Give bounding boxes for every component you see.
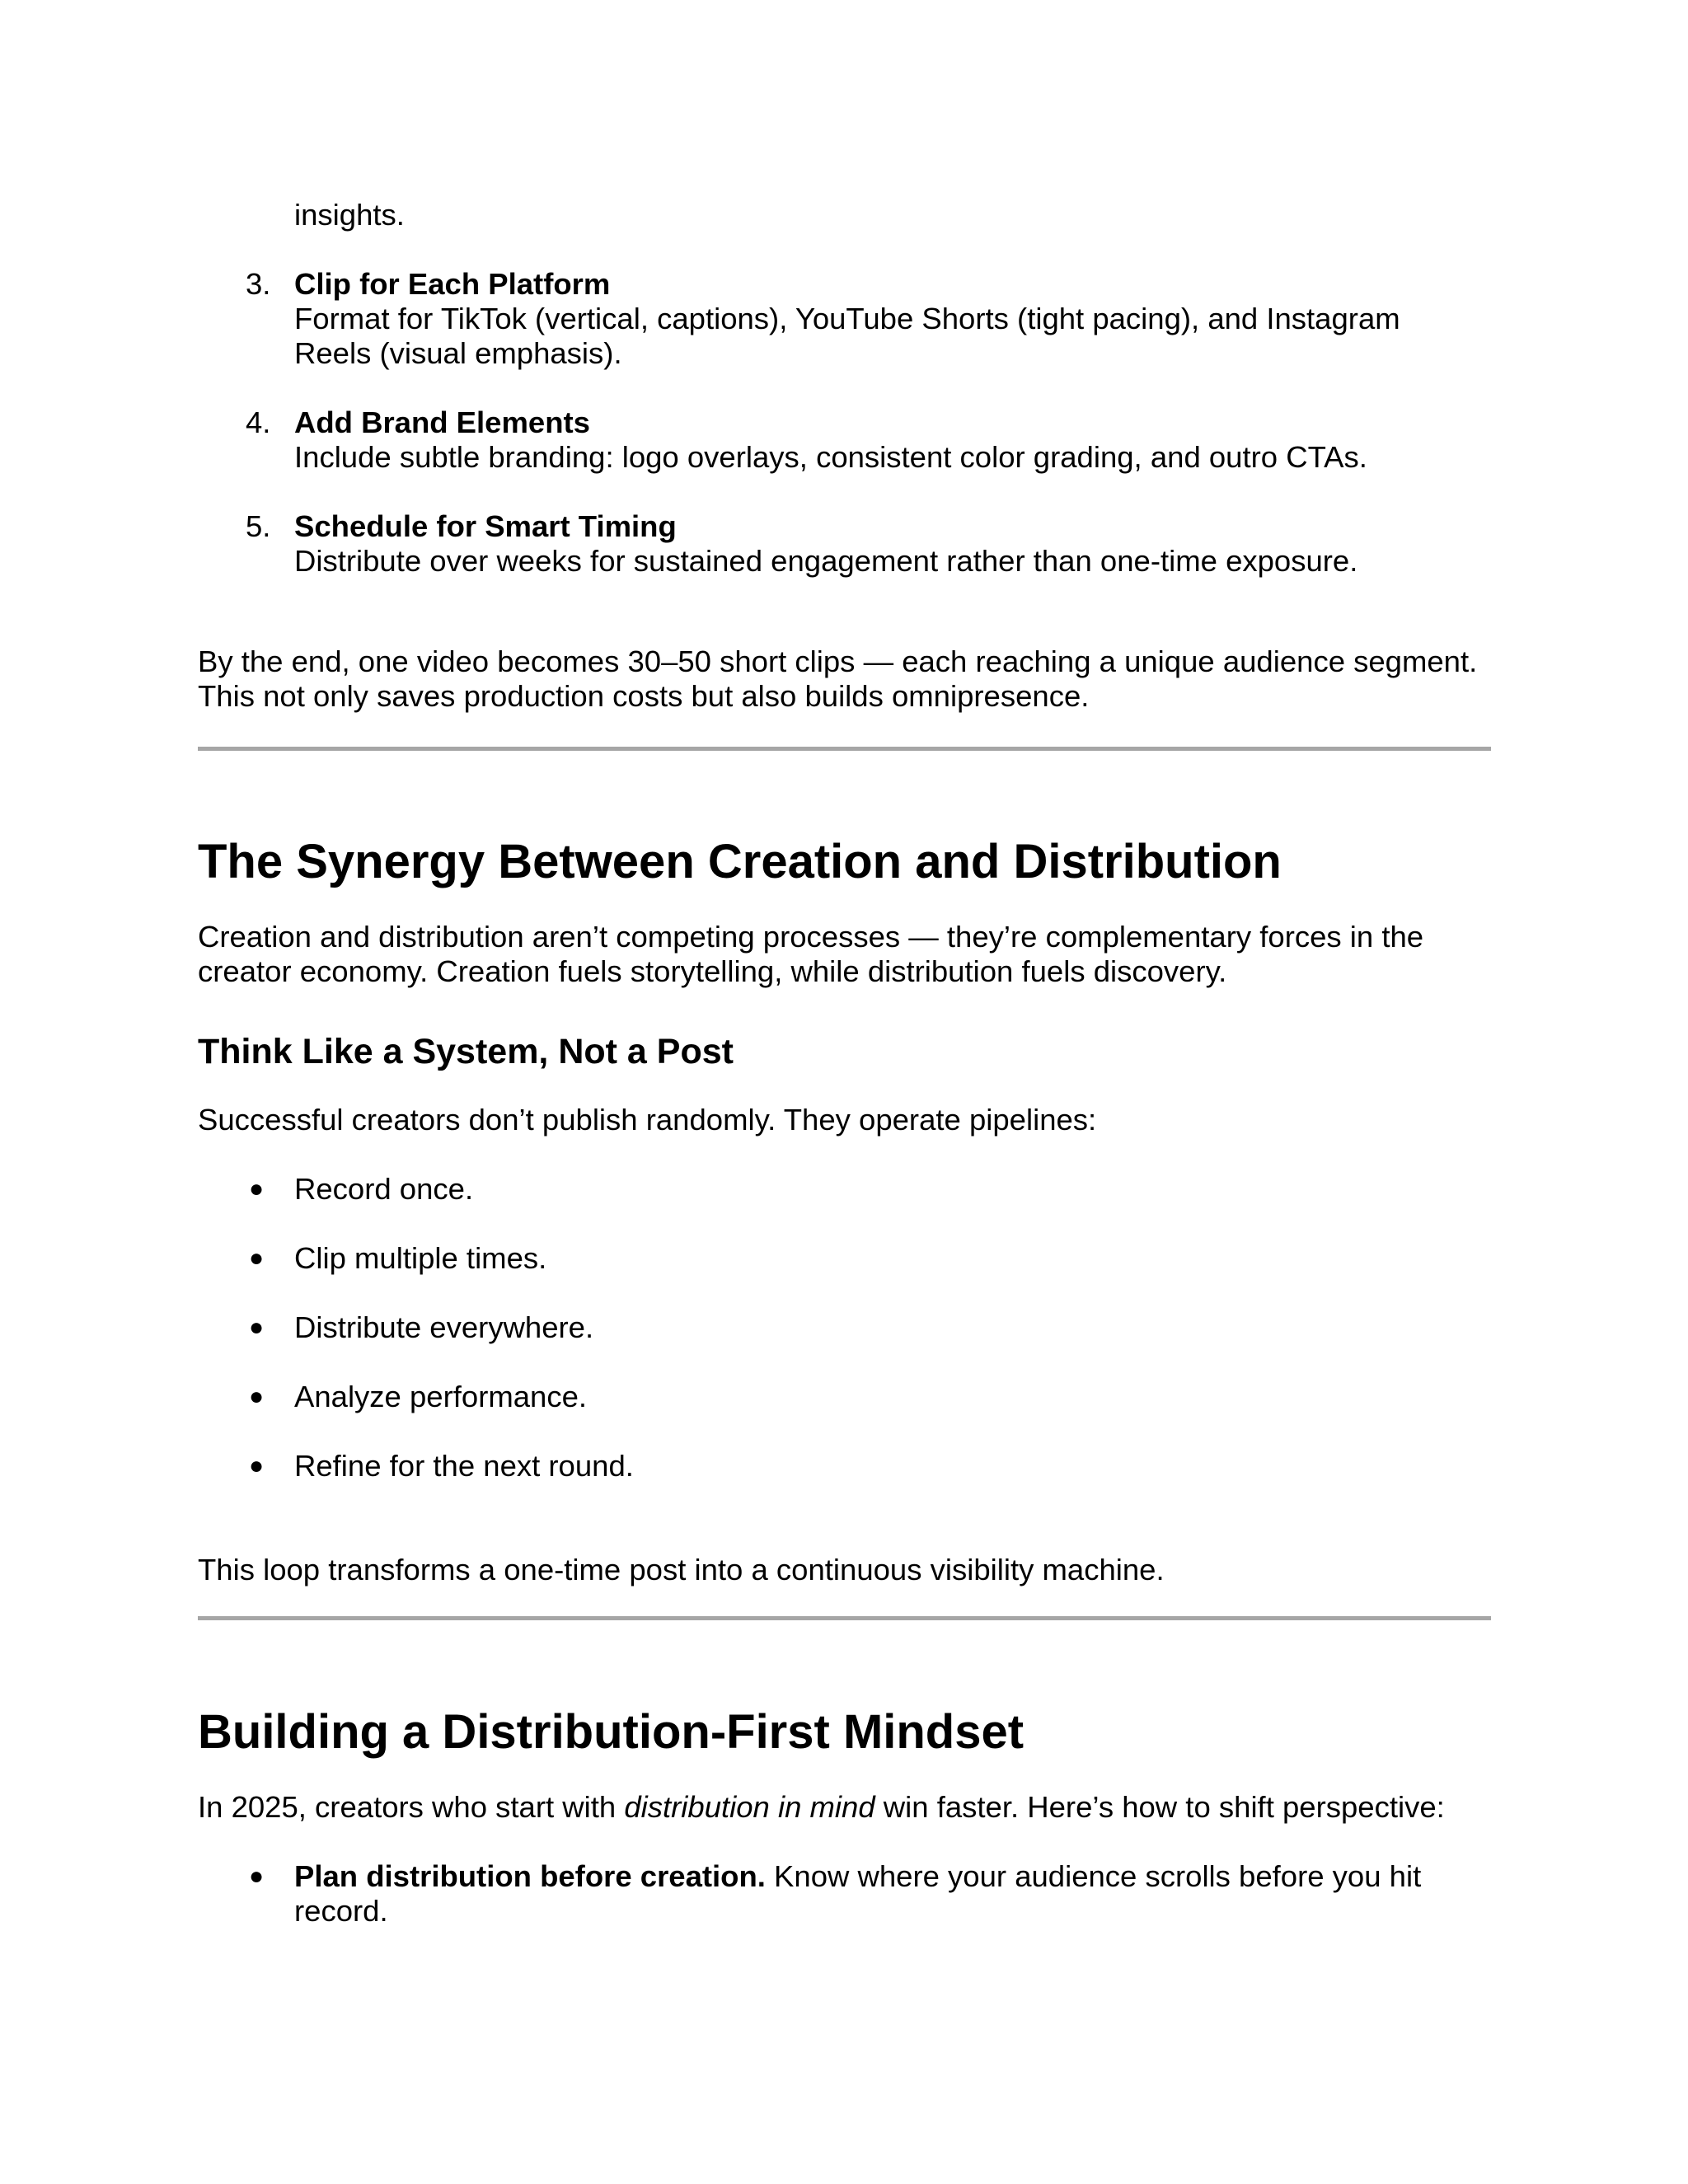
bullet-icon: ● — [249, 1175, 265, 1202]
summary-paragraph-line: This not only saves production costs but also builds omnipresence. — [198, 679, 1090, 713]
bullet-icon: ● — [249, 1452, 265, 1479]
list-item: Analyze performance. — [294, 1380, 588, 1413]
list-item-number: 4. — [246, 405, 271, 439]
horizontal-divider — [198, 747, 1491, 751]
section-heading: Building a Distribution-First Mindset — [198, 1705, 1025, 1759]
bullet-icon: ● — [249, 1863, 265, 1890]
list-item-title: Add Brand Elements — [294, 405, 590, 439]
list-item: Refine for the next round. — [294, 1449, 634, 1483]
section-intro — [198, 1790, 1445, 1825]
summary-paragraph-line: By the end, one video becomes 30–50 short clips — each reaching a unique audience segment. — [198, 644, 1478, 678]
bullet-icon: ● — [249, 1314, 265, 1341]
list-continuation-text: insights. — [294, 198, 405, 232]
list-item-description: Format for TikTok (vertical, captions), YouTube Shorts (tight pacing), and Instagram — [294, 302, 1400, 335]
bullet-icon: ● — [249, 1383, 265, 1410]
bullet-icon: ● — [249, 1244, 265, 1272]
intro-text: win faster. Here’s how to shift perspective: — [874, 1790, 1445, 1824]
section-heading: The Synergy Between Creation and Distribution — [198, 835, 1282, 888]
list-item-number: 3. — [246, 267, 271, 301]
list-item-description: Distribute over weeks for sustained engagement rather than one-time exposure. — [294, 544, 1358, 578]
list-item-text: record. — [294, 1894, 388, 1928]
list-item: Record once. — [294, 1172, 474, 1206]
list-item-text: Know where your audience scrolls before you hit — [765, 1859, 1422, 1893]
section-intro-line: Creation and distribution aren’t competing processes — they’re complementary forces in the — [198, 920, 1424, 954]
list-item-title: Schedule for Smart Timing — [294, 509, 677, 543]
subsection-heading: Think Like a System, Not a Post — [198, 1032, 734, 1071]
list-item: Clip multiple times. — [294, 1241, 547, 1275]
horizontal-divider — [198, 1616, 1491, 1620]
intro-text: In 2025, creators who start with — [198, 1790, 625, 1824]
section-closing: This loop transforms a one-time post into a continuous visibility machine. — [198, 1553, 1165, 1586]
list-item: Distribute everywhere. — [294, 1310, 594, 1344]
section-intro-line: creator economy. Creation fuels storytelling, while distribution fuels discovery. — [198, 954, 1227, 988]
list-item — [294, 1859, 1421, 1894]
list-item-bold-lead: Plan distribution before creation. — [294, 1859, 766, 1893]
list-item-number: 5. — [246, 509, 271, 543]
pipeline-intro: Successful creators don’t publish randomly. They operate pipelines: — [198, 1103, 1097, 1137]
intro-emphasis: distribution in mind — [624, 1790, 875, 1824]
list-item-description: Reels (visual emphasis). — [294, 336, 622, 370]
list-item-description: Include subtle branding: logo overlays, consistent color grading, and outro CTAs. — [294, 440, 1367, 474]
list-item-title: Clip for Each Platform — [294, 267, 611, 301]
